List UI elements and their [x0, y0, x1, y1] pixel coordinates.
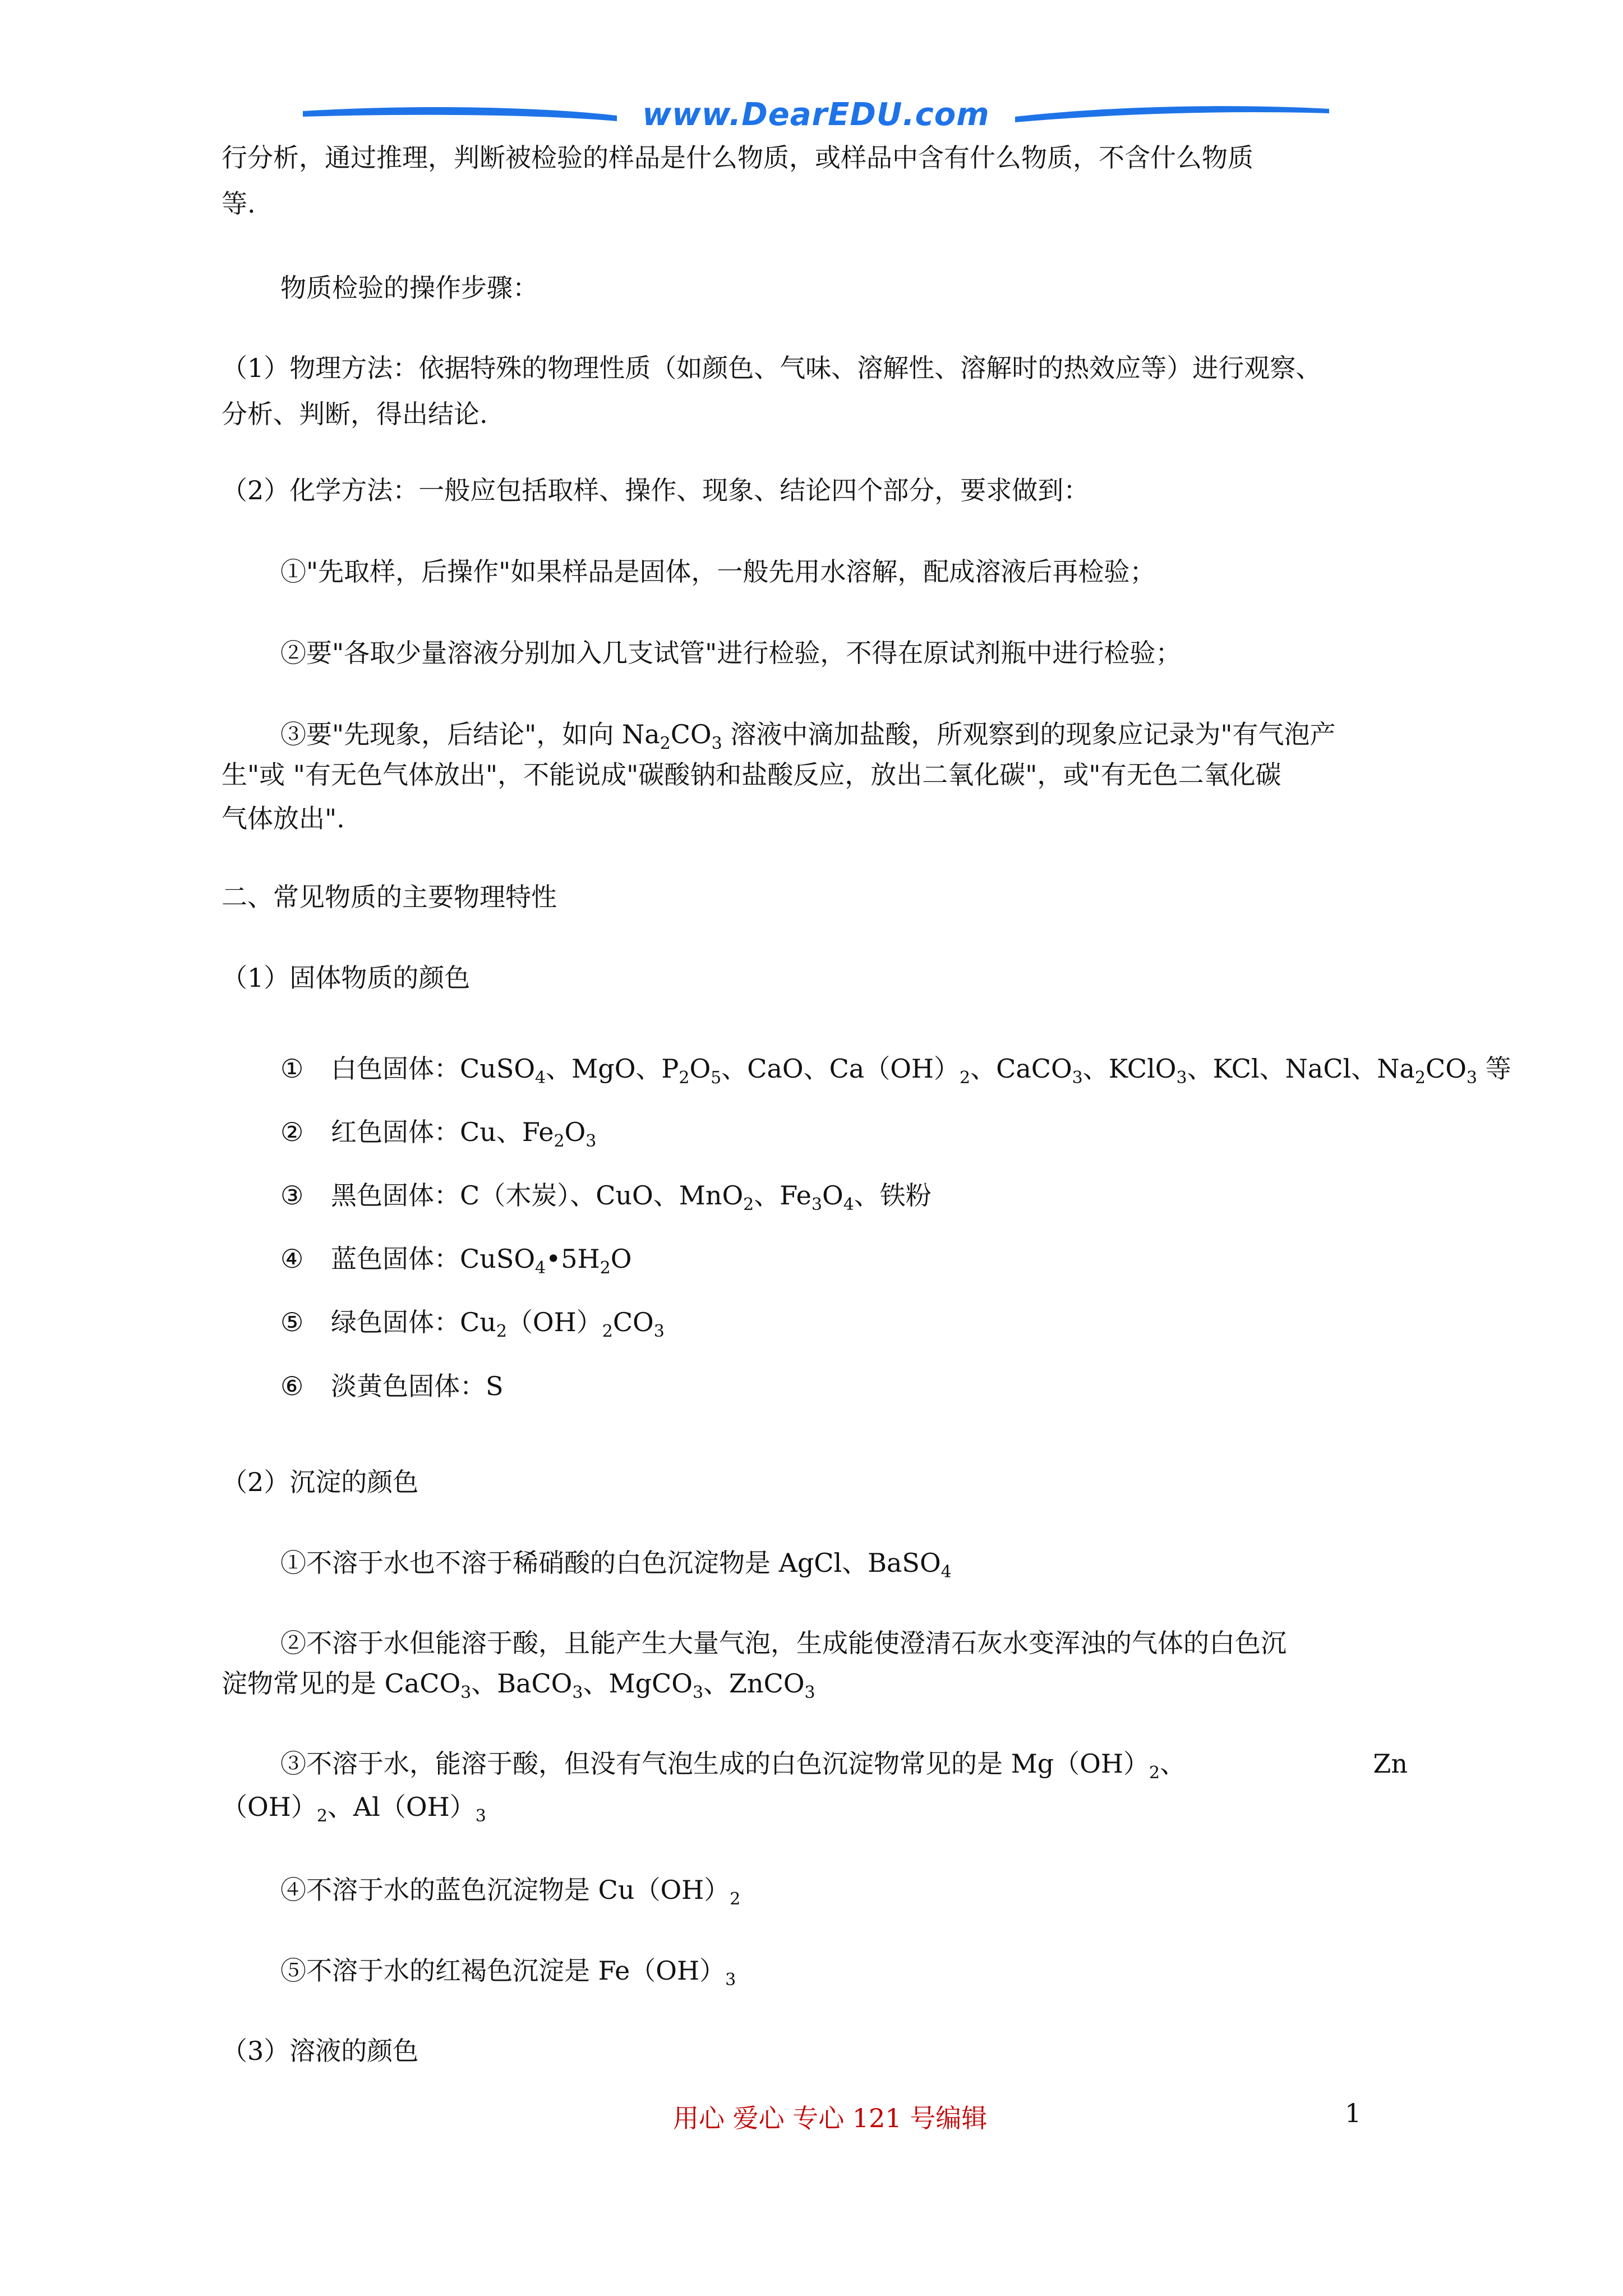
- paragraph-line: 淀物常见的是 CaCO$_3$、BaCO$_3$、MgCO$_3$、ZnCO$_3$: [222, 1668, 815, 1703]
- page-number: 1: [1345, 2098, 1362, 2128]
- subscript: 3: [711, 734, 722, 753]
- paragraph: 物质检验的操作步骤：: [280, 273, 538, 303]
- footer-slogan: 用心 爱心 专心 121 号编辑: [673, 2103, 988, 2133]
- list-number: ③: [280, 1180, 304, 1211]
- paragraph-line: ②不溶于水但能溶于酸，且能产生大量气泡，生成能使澄清石灰水变浑浊的气体的白色沉: [280, 1628, 1287, 1658]
- list-item: ③ 黑色固体：C（木炭）、CuO、MnO$_2$、$Fe_3O_4$、铁粉: [280, 1172, 1408, 1218]
- paragraph-line: 等.: [222, 188, 256, 219]
- paragraph-line: ③不溶于水，能溶于酸，但没有气泡生成的白色沉淀物常见的是 $Mg(OH)_2$、 Zn: [280, 1749, 1408, 1783]
- paragraph-line: 分析、判断，得出结论.: [222, 399, 488, 429]
- list-item: ⑤ 绿色固体：$Cu_2(OH)_2CO_3$: [280, 1299, 1408, 1345]
- list-number: ②: [280, 1117, 304, 1147]
- list-number: ④: [280, 1244, 304, 1274]
- section-heading: 二、常见物质的主要物理特性: [222, 882, 557, 912]
- text-run: 溶液中滴加盐酸，所观察到的现象应记录为"有气泡产: [722, 719, 1336, 749]
- subsection-heading: （1）固体物质的颜色: [222, 963, 471, 993]
- subsection-heading: （3）溶液的颜色: [222, 2036, 419, 2066]
- subsection-heading: （2）沉淀的颜色: [222, 1467, 419, 1497]
- list-item: ① 白色固体：CuSO$_4$、MgO、$P_2O_5$、CaO、$Ca(OH)_2$、CaCO$_3$、KClO$_3$、KCl、NaCl、$Na_2CO_3$ 等: [280, 1046, 1408, 1092]
- paragraph: ②要"各取少量溶液分别加入几支试管"进行检验，不得在原试剂瓶中进行检验；: [280, 638, 1182, 668]
- paragraph: ④不溶于水的蓝色沉淀物是 $Cu(OH)_2$: [280, 1875, 741, 1909]
- paragraph: （2）化学方法：一般应包括取样、操作、现象、结论四个部分，要求做到：: [222, 475, 1090, 505]
- paragraph: ⑤不溶于水的红褐色沉淀是 $Fe(OH)_3$: [280, 1955, 736, 1990]
- paragraph: ①不溶于水也不溶于稀硝酸的白色沉淀物是 AgCl、BaSO$_4$: [280, 1548, 952, 1582]
- text-run: CO: [670, 719, 712, 749]
- paragraph-line: 行分析，通过推理，判断被检验的样品是什么物质，或样品中含有什么物质，不含什么物质: [222, 142, 1253, 173]
- paragraph: ①"先取样，后操作"如果样品是固体，一般先用水溶解，配成溶液后再检验；: [280, 556, 1156, 587]
- list-number: ⑥: [280, 1371, 304, 1401]
- paragraph-line: $(OH)_2$、$Al(OH)_3$: [222, 1792, 486, 1826]
- list-number: ①: [280, 1053, 304, 1084]
- text-run: ③要"先现象，后结论"，如向 Na: [280, 719, 660, 749]
- list-number: ⑤: [280, 1307, 304, 1337]
- paragraph-line: [280, 711, 1408, 757]
- site-name[interactable]: www.DearEDU.com: [642, 96, 990, 133]
- paragraph-line: 生"或 "有无色气体放出"，不能说成"碳酸钠和盐酸反应，放出二氧化碳"，或"有无色二氧化碳: [222, 760, 1281, 790]
- subscript: 2: [660, 734, 671, 753]
- list-item: ⑥ 淡黄色固体：S: [280, 1363, 1408, 1409]
- paragraph-line: （1）物理方法：依据特殊的物理性质（如颜色、气味、溶解性、溶解时的热效应等）进行观察、: [222, 353, 1322, 383]
- paragraph-line: 气体放出".: [222, 803, 345, 834]
- list-item: ④ 蓝色固体：$CuSO_4•5H_2O$: [280, 1236, 1408, 1282]
- list-item: ② 红色固体：Cu、$Fe_2O_3$: [280, 1109, 1408, 1155]
- page-footer: [0, 2098, 1623, 2143]
